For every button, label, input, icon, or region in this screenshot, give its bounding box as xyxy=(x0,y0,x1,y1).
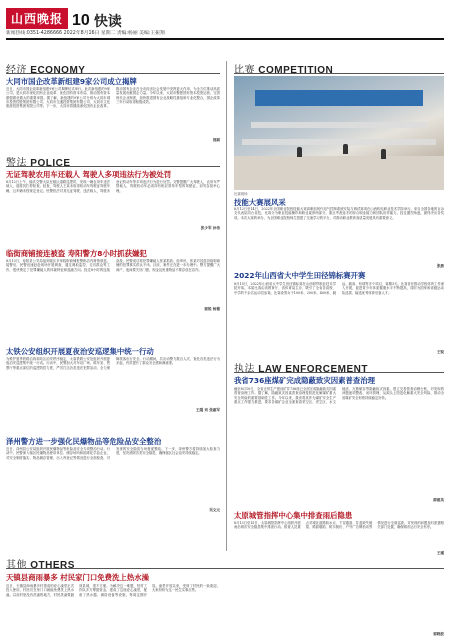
newspaper-logo: 山西晚报 xyxy=(6,8,68,29)
masthead-rule xyxy=(6,38,444,40)
others-headline: 天镇县商雨暴多 村民家门口免费洗上热水澡 xyxy=(6,573,149,582)
police-headline-1: 无证驾驶农用车还载人 驾驶人多项违法行为被处罚 xyxy=(6,170,172,179)
column-divider xyxy=(226,61,227,551)
competition-byline-1: 张燕 xyxy=(436,264,444,268)
competition-article-2-body: 8月15日，2022年山西省大中学生田径锦标赛在山西财贸职业技术学院开赛。本届比赛由省教育厅、省体育局主办，吸引了全省各高校、中学的千余名运动员参赛。比赛设男女子100米、200米、400米、跳远、跳高、铅球等多个项目，赛期3天。比赛旨在推动学校体育工作深入开展，促进青少年体质健康水平不断提高，同时为国家和省级运动队选拔、输送优秀体育后备人才。 xyxy=(234,282,444,295)
police-headline-4: 泽州警方进一步强化民爆物品等危险品安全整治 xyxy=(6,437,162,446)
competition-article-1-body: 8月12日至14日，2022年全国职业院校技能大赛高职组现代电气控制系统安装与调试赛项在山西机电职业技术学院举行。来自全国各地的百余支代表队同台竞技，比赛分为职业技能操作和职业素养两部分，重点考查选手的综合职业能力和团队协作能力。经过激烈角逐，最终决出各奖项。本次大赛的举办，为全国职业院校师生搭建了交流学习的平台，对推动职业教育高质量发展具有重要意义。 xyxy=(234,207,444,220)
photo-person xyxy=(381,149,386,159)
police-article-4-body: 近日，泽州县公安局组织开展民爆物品等危险品安全专项整治行动。行动中，民警深入辖区民爆物品使用单位、储存场所和剧毒化学品企业，对安全制度落实、物品储存管理、出入库登记等情况进行全面检查，对发现的安全隐患当场督促整改。下一步，泽州警方将持续加大检查力度，坚决消除各类安全隐患，确保辖区社会治安持续稳定。 xyxy=(6,447,220,460)
photo-banner xyxy=(255,90,423,106)
police-byline-2: 郭锐 杨德 xyxy=(204,307,220,311)
economy-headline: 大同市国企改革新组建9家公司成立揭牌 xyxy=(6,77,137,86)
section-economy-header xyxy=(6,61,85,76)
section-others-rule xyxy=(6,568,444,569)
section-competition-cn: 比赛 xyxy=(234,65,255,76)
section-others-en: OTHERS xyxy=(30,560,75,571)
others-byline: 郭晓波 xyxy=(433,632,444,636)
police-byline-1: 张少军 孙伟 xyxy=(200,226,220,230)
competition-photo xyxy=(234,76,444,190)
page-section-title: 快读 xyxy=(93,13,122,29)
photo-floor xyxy=(234,156,444,190)
police-byline-3: 王越 刘 张惠军 xyxy=(195,408,220,412)
competition-headline-1: 技能大赛展风采 xyxy=(234,198,286,207)
economy-byline: 郭斌 xyxy=(212,138,220,142)
section-police-header xyxy=(6,154,71,169)
police-headline-2: 临街商铺接连被盗 寿阳警方8小时抓获嫌犯 xyxy=(6,249,147,258)
law-article-2-body: 8月13日至15日，太原城管指挥中心组织开展雨后城市安全隐患集中排查行动。排查人员重点对城区道路积水点、下穿通道、井盖缺失破损、路面塌陷、树木倒伏、户外广告牌松动等情况进行全面巡查，对发现的问题及时派遣相关部门处置，确保城市运行安全有序。 xyxy=(234,521,444,530)
section-law-en: LAW ENFORCEMENT xyxy=(258,364,368,375)
police-article-2-body: 8月13日，寿阳县公安局接到辖区多家临街商铺报警称店内财物被盗。接警后，民警迅速赶赴现场开展调查，通过调取监控、走访群众等工作，很快锁定了犯罪嫌疑人的体貌特征和逃跑方向。经过8小时的连续奋战，民警成功将犯罪嫌疑人张某抓获。经审讯，张某对其盗窃临街商铺的犯罪事实供认不讳。目前，案件正在进一步办理中。警方提醒广大商户，夜间要关好门窗，现金及贵重物品不要存放在店内。 xyxy=(6,259,220,272)
law-headline-1: 我省736座煤矿完成隐蔽致灾因素普查治理 xyxy=(234,376,376,385)
economy-article-body: 近日，大同市国企改革新组建9家公司揭牌仪式举行。此次新组建的9家公司，是大同市深化国有企业改革、优化国有资本布局、推动国有资本做强做优做大的重要举措。据了解，新组建的9家公司分别为大同市城市投资控股集团有限公司、大同市交通投资集团有限公司、大同市文化旅游投资集团有限公司等。下一步，大同市将继续深化国有企业改革，推动国有企业在全市经济社会发展中发挥更大作用，为全方位推动高质量发展贡献国企力量。今年以来，大同市聚焦国有资本投资运营，完善现代企业制度，加快推进国有企业战略性重组和专业化整合，国企改革三年行动取得积极成效。 xyxy=(6,87,220,109)
police-headline-3: 太铁公安组织开展夏夜治安巡逻集中统一行动 xyxy=(6,347,154,356)
competition-photo-caption: 比赛现场 xyxy=(234,192,248,196)
section-economy-cn: 经济 xyxy=(6,65,27,76)
section-others-cn: 其他 xyxy=(6,560,27,571)
photo-workbench-row-1 xyxy=(251,122,427,128)
competition-byline-2: 王锐 xyxy=(436,350,444,354)
section-economy-rule xyxy=(6,73,220,74)
section-police-rule xyxy=(6,166,220,167)
section-law-rule xyxy=(234,372,444,373)
police-article-3-body: 为维护夏季铁路沿线和站区治安秩序稳定，太原铁路公安处组织开展夏夜治安巡逻集中统一行动。行动中，民警加大对车站广场、候车室、售票厅等重点部位的巡逻防控力度，严厉打击各类违法犯罪活动，全力保障旅客出行安全。行动期间，共出动警力数百人次，查处各类违法行为多起，有效提升了群众安全感和满意度。 xyxy=(6,357,220,370)
section-economy-en: ECONOMY xyxy=(30,65,86,76)
masthead xyxy=(6,3,122,29)
section-competition-header xyxy=(234,61,333,76)
page-number: 10 xyxy=(72,12,90,29)
section-competition-rule xyxy=(234,73,444,74)
police-article-1-body: 8月12日上午，榆次交警大队在辖区道路巡逻时，发现一辆农用车违法载人，遂将其拦停检查。经查，驾驶人王某未取得机动车驾驶证驾驶车辆，且车辆未按规定登记。民警依法对其无证驾驶、违法载人、驾驶未登记机动车等多项违法行为进行处罚。交警提醒广大驾驶人，农用车严禁载人，驾驶机动车必须持有相应准驾车型的驾驶证，切勿存侥幸心理。 xyxy=(6,180,220,193)
law-byline-2: 王瑾 xyxy=(436,551,444,555)
police-byline-4: 吴文元 xyxy=(209,508,220,512)
section-police-cn: 警法 xyxy=(6,158,27,169)
section-others-header xyxy=(6,556,75,571)
section-competition-en: COMPETITION xyxy=(258,65,334,76)
section-law-cn: 执法 xyxy=(234,364,255,375)
law-headline-2: 太原城管指挥中心集中排查雨后隐患 xyxy=(234,511,353,520)
section-law-header xyxy=(234,360,368,375)
law-byline-1: 薛建英 xyxy=(433,498,444,502)
photo-workbench-row-2 xyxy=(242,139,435,145)
competition-headline-2: 2022年山西省大中学生田径锦标赛开赛 xyxy=(234,271,366,280)
photo-person xyxy=(297,147,302,157)
issue-meta: 新闻热线:0351-4286666 2022年8月16日 星期二 责编:杨丽 美编:王振翔 xyxy=(6,31,165,36)
law-article-1-body: 截至8月10日，全省正常生产建设矿井736座已全部完成隐蔽致灾因素普查治理工作。据了解，隐蔽致灾因素普查治理是防范化解煤矿重大安全风险的重要基础性工作。今年以来，我省将其作为煤矿安全生产重点工作强力推进，要求各煤矿企业全面查清采空区、老空区、水文地质、瓦斯赋存等隐蔽致灾因素，建立完善普查治理台账，对发现的问题逐项整改、闭环管理，从源头上防范化解重大安全风险，推动全省煤矿安全形势持续稳定好转。 xyxy=(234,387,444,404)
section-police-en: POLICE xyxy=(30,158,71,169)
others-article-body: 近日，天镇县商雨暴多村建成的爱心澡堂正式投入使用，村民们在家门口就能免费洗上热水澡。以前村里没有洗澡的地方，村民洗澡要跑到县城，很不方便。为解决这一难题，驻村工作队多方筹措资金，建成了这座爱心澡堂，配备了热水器、淋浴设备等设施，每周定期开放。澡堂开放以来，受到了村民的一致欢迎，大家纷纷为这一民生实事点赞。 xyxy=(6,584,220,597)
photo-person xyxy=(343,144,348,154)
